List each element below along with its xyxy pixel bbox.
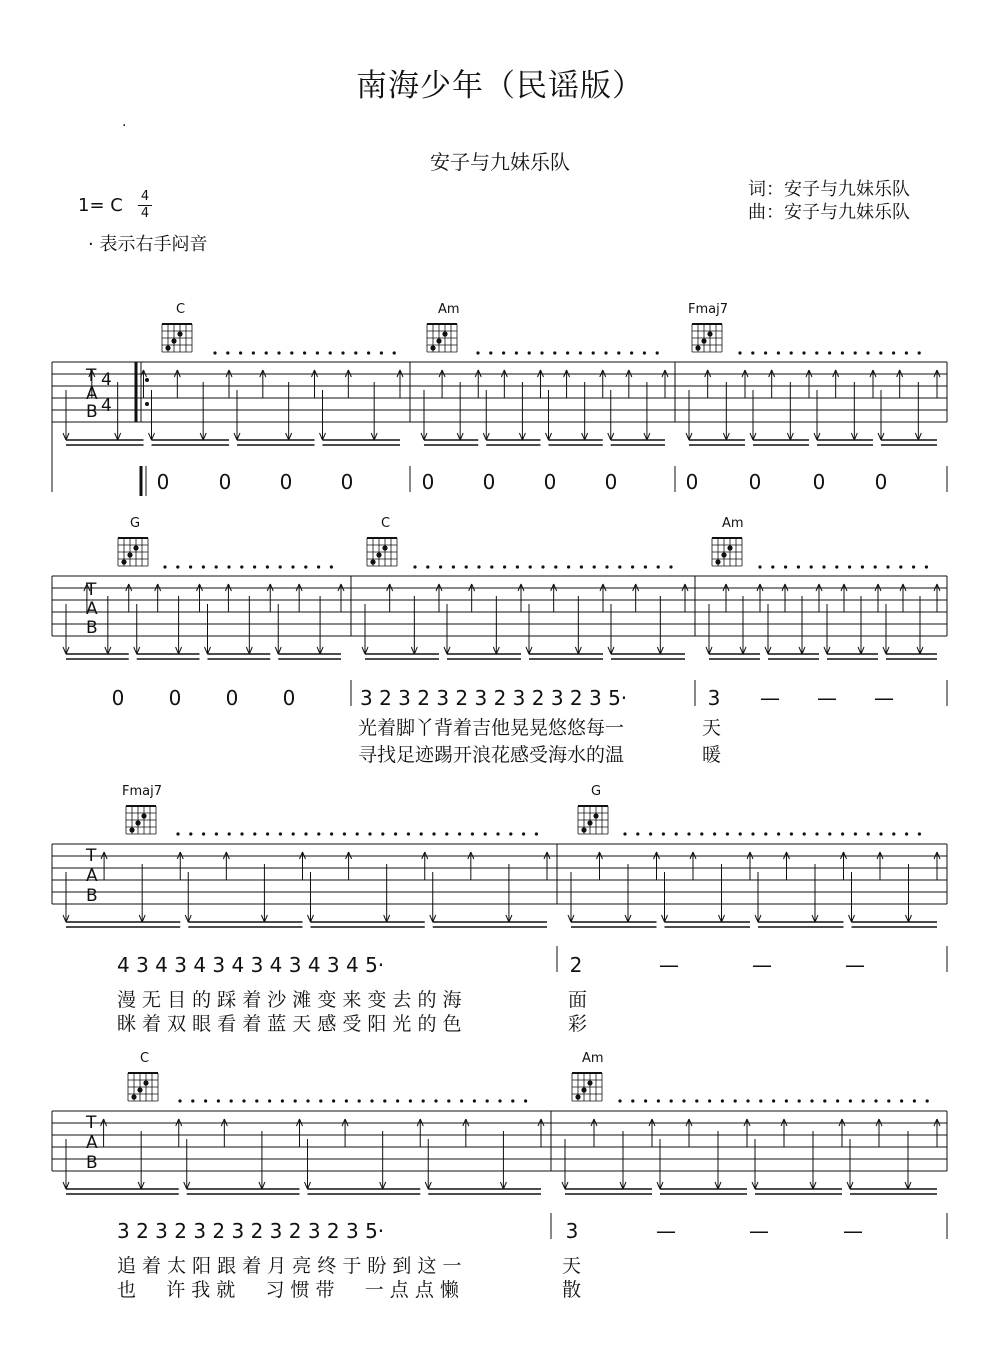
tab-letter-a: A [86, 599, 98, 619]
lyric-line-1-end: 天 [702, 717, 722, 739]
lyric-line-1-end: 面 [568, 989, 588, 1011]
chord-name: Am [582, 1051, 604, 1066]
notation-number: 0 [111, 686, 125, 710]
notation-number: 2 [569, 953, 583, 977]
chord-name: C [381, 516, 391, 531]
mute-dot [670, 1099, 673, 1102]
mute-dot [631, 1099, 634, 1102]
mute-dot [836, 1099, 839, 1102]
chord-finger-dot [575, 1094, 580, 1099]
mute-dot [887, 1099, 890, 1102]
notation-number: 0 [225, 686, 239, 710]
notation-dash: — [752, 953, 772, 977]
notation-number: 0 [812, 470, 826, 494]
mute-dot [759, 1099, 762, 1102]
mute-dot [849, 1099, 852, 1102]
mute-dot [486, 1099, 489, 1102]
mute-dot [734, 1099, 737, 1102]
chord-name: Am [438, 302, 460, 317]
mute-dot [798, 1099, 801, 1102]
notation-number: 0 [168, 686, 182, 710]
staff-time-top: 4 [101, 370, 112, 390]
notation-number: 0 [604, 470, 618, 494]
chord-name: C [176, 302, 186, 317]
lyric-line-2: 寻找足迹踢开浪花感受海水的温 [358, 744, 625, 766]
tab-letter-t: T [86, 366, 97, 386]
mute-dot [657, 1099, 660, 1102]
mute-dot [913, 1099, 916, 1102]
mute-dot [618, 1099, 621, 1102]
mute-dot [281, 1099, 284, 1102]
mute-dot [217, 1099, 220, 1102]
mute-dot [785, 1099, 788, 1102]
notation-number: 0 [748, 470, 762, 494]
mute-dot [268, 1099, 271, 1102]
mute-dot [862, 1099, 865, 1102]
mute-dot [900, 1099, 903, 1102]
stray-dot: . [122, 114, 127, 130]
lyric-line-1-end: 天 [562, 1255, 582, 1277]
key-signature: 1= C [78, 195, 123, 216]
mute-dot [524, 1099, 527, 1102]
notation-number: 0 [279, 470, 293, 494]
mute-dot [358, 1099, 361, 1102]
mute-dot [306, 1099, 309, 1102]
mute-dot [721, 1099, 724, 1102]
notation-number: 0 [482, 470, 496, 494]
chord-name: Fmaj7 [122, 784, 162, 799]
mute-dot [204, 1099, 207, 1102]
mute-dot [230, 1099, 233, 1102]
tab-letter-b: B [86, 1153, 98, 1173]
notation-dash: — [656, 1219, 676, 1243]
lyric-line-2-end: 暖 [702, 744, 722, 766]
time-signature-top: 4 [140, 189, 150, 204]
notation-number: 0 [421, 470, 435, 494]
lyric-line-1: 追 着 太 阳 跟 着 月 亮 终 于 盼 到 这 一 [117, 1255, 462, 1277]
notation-dash: — [843, 1219, 863, 1243]
lyric-line-2: 也 许 我 就 习 惯 带 一 点 点 懒 [117, 1279, 459, 1301]
tab-letter-b: B [86, 618, 98, 638]
time-signature-bottom: 4 [140, 206, 150, 221]
chord-name: Fmaj7 [688, 302, 728, 317]
notation-dash: — [874, 686, 894, 710]
mute-legend: · 表示右手闷音 [88, 234, 208, 255]
tab-letter-b: B [86, 886, 98, 906]
mute-dot [332, 1099, 335, 1102]
lyric-line-1: 光着脚丫背着吉他晃晃悠悠每一 [358, 717, 625, 739]
chord-finger-dot [137, 1087, 142, 1092]
tab-letter-t: T [86, 846, 97, 866]
mute-dot [874, 1099, 877, 1102]
mute-dot [294, 1099, 297, 1102]
tab-letter-t: T [86, 580, 97, 600]
mute-dot [926, 1099, 929, 1102]
mute-dot [370, 1099, 373, 1102]
song-title: 南海少年（民谣版） [356, 68, 644, 104]
mute-dot [823, 1099, 826, 1102]
tab-letter-a: A [86, 384, 98, 404]
chord-name: C [140, 1051, 150, 1066]
mute-dot [242, 1099, 245, 1102]
tab-letter-t: T [86, 1113, 97, 1133]
lyric-line-1: 漫 无 目 的 踩 着 沙 滩 变 来 变 去 的 海 [117, 989, 462, 1011]
mute-dot [383, 1099, 386, 1102]
mute-dot [644, 1099, 647, 1102]
notation-number: 0 [218, 470, 232, 494]
mute-dot [511, 1099, 514, 1102]
mute-dot [746, 1099, 749, 1102]
mute-dot [447, 1099, 450, 1102]
composer-credit: 曲：安子与九妹乐队 [748, 202, 910, 223]
notation-dash: — [659, 953, 679, 977]
tab-letter-b: B [86, 402, 98, 422]
notation-number: 0 [282, 686, 296, 710]
mute-dot [708, 1099, 711, 1102]
notation-dash: — [817, 686, 837, 710]
notation-phrase: 3 2 3 2 3 2 3 2 3 2 3 2 3 5· [117, 1219, 385, 1243]
lyric-line-2-end: 彩 [568, 1013, 588, 1035]
notation-number: 0 [874, 470, 888, 494]
mute-dot [178, 1099, 181, 1102]
notation-phrase: 4 3 4 3 4 3 4 3 4 3 4 3 4 5· [117, 953, 385, 977]
chord-name: G [591, 784, 602, 799]
notation-number: 0 [543, 470, 557, 494]
mute-dot [772, 1099, 775, 1102]
chord-finger-dot [581, 1087, 586, 1092]
mute-dot [473, 1099, 476, 1102]
mute-dot [396, 1099, 399, 1102]
lyric-line-2: 眯 着 双 眼 看 着 蓝 天 感 受 阳 光 的 色 [117, 1013, 462, 1035]
mute-dot [682, 1099, 685, 1102]
chord-finger-dot [587, 1080, 592, 1085]
chord-name: Am [722, 516, 744, 531]
tab-letter-a: A [86, 866, 98, 886]
notation-dash: — [749, 1219, 769, 1243]
notation-phrase: 3 2 3 2 3 2 3 2 3 2 3 2 3 5· [360, 686, 628, 710]
lyric-line-2-end: 散 [562, 1279, 582, 1301]
mute-dot [255, 1099, 258, 1102]
mute-dot [498, 1099, 501, 1102]
notation-number: 3 [565, 1219, 579, 1243]
notation-number: 0 [685, 470, 699, 494]
mute-dot [422, 1099, 425, 1102]
notation-dash: — [760, 686, 780, 710]
mute-dot [695, 1099, 698, 1102]
chord-name: G [130, 516, 141, 531]
notation-dash: — [845, 953, 865, 977]
notation-number: 0 [156, 470, 170, 494]
artist-name: 安子与九妹乐队 [430, 150, 570, 174]
tab-letter-a: A [86, 1133, 98, 1153]
mute-dot [319, 1099, 322, 1102]
staff-time-bottom: 4 [101, 396, 112, 416]
chord-finger-dot [131, 1094, 136, 1099]
mute-dot [810, 1099, 813, 1102]
mute-dot [409, 1099, 412, 1102]
notation-number: 0 [340, 470, 354, 494]
mute-dot [345, 1099, 348, 1102]
chord-finger-dot [143, 1080, 148, 1085]
mute-dot [191, 1099, 194, 1102]
notation-number: 3 [707, 686, 721, 710]
mute-dot [434, 1099, 437, 1102]
mute-dot [460, 1099, 463, 1102]
lyricist-credit: 词：安子与九妹乐队 [748, 179, 910, 200]
